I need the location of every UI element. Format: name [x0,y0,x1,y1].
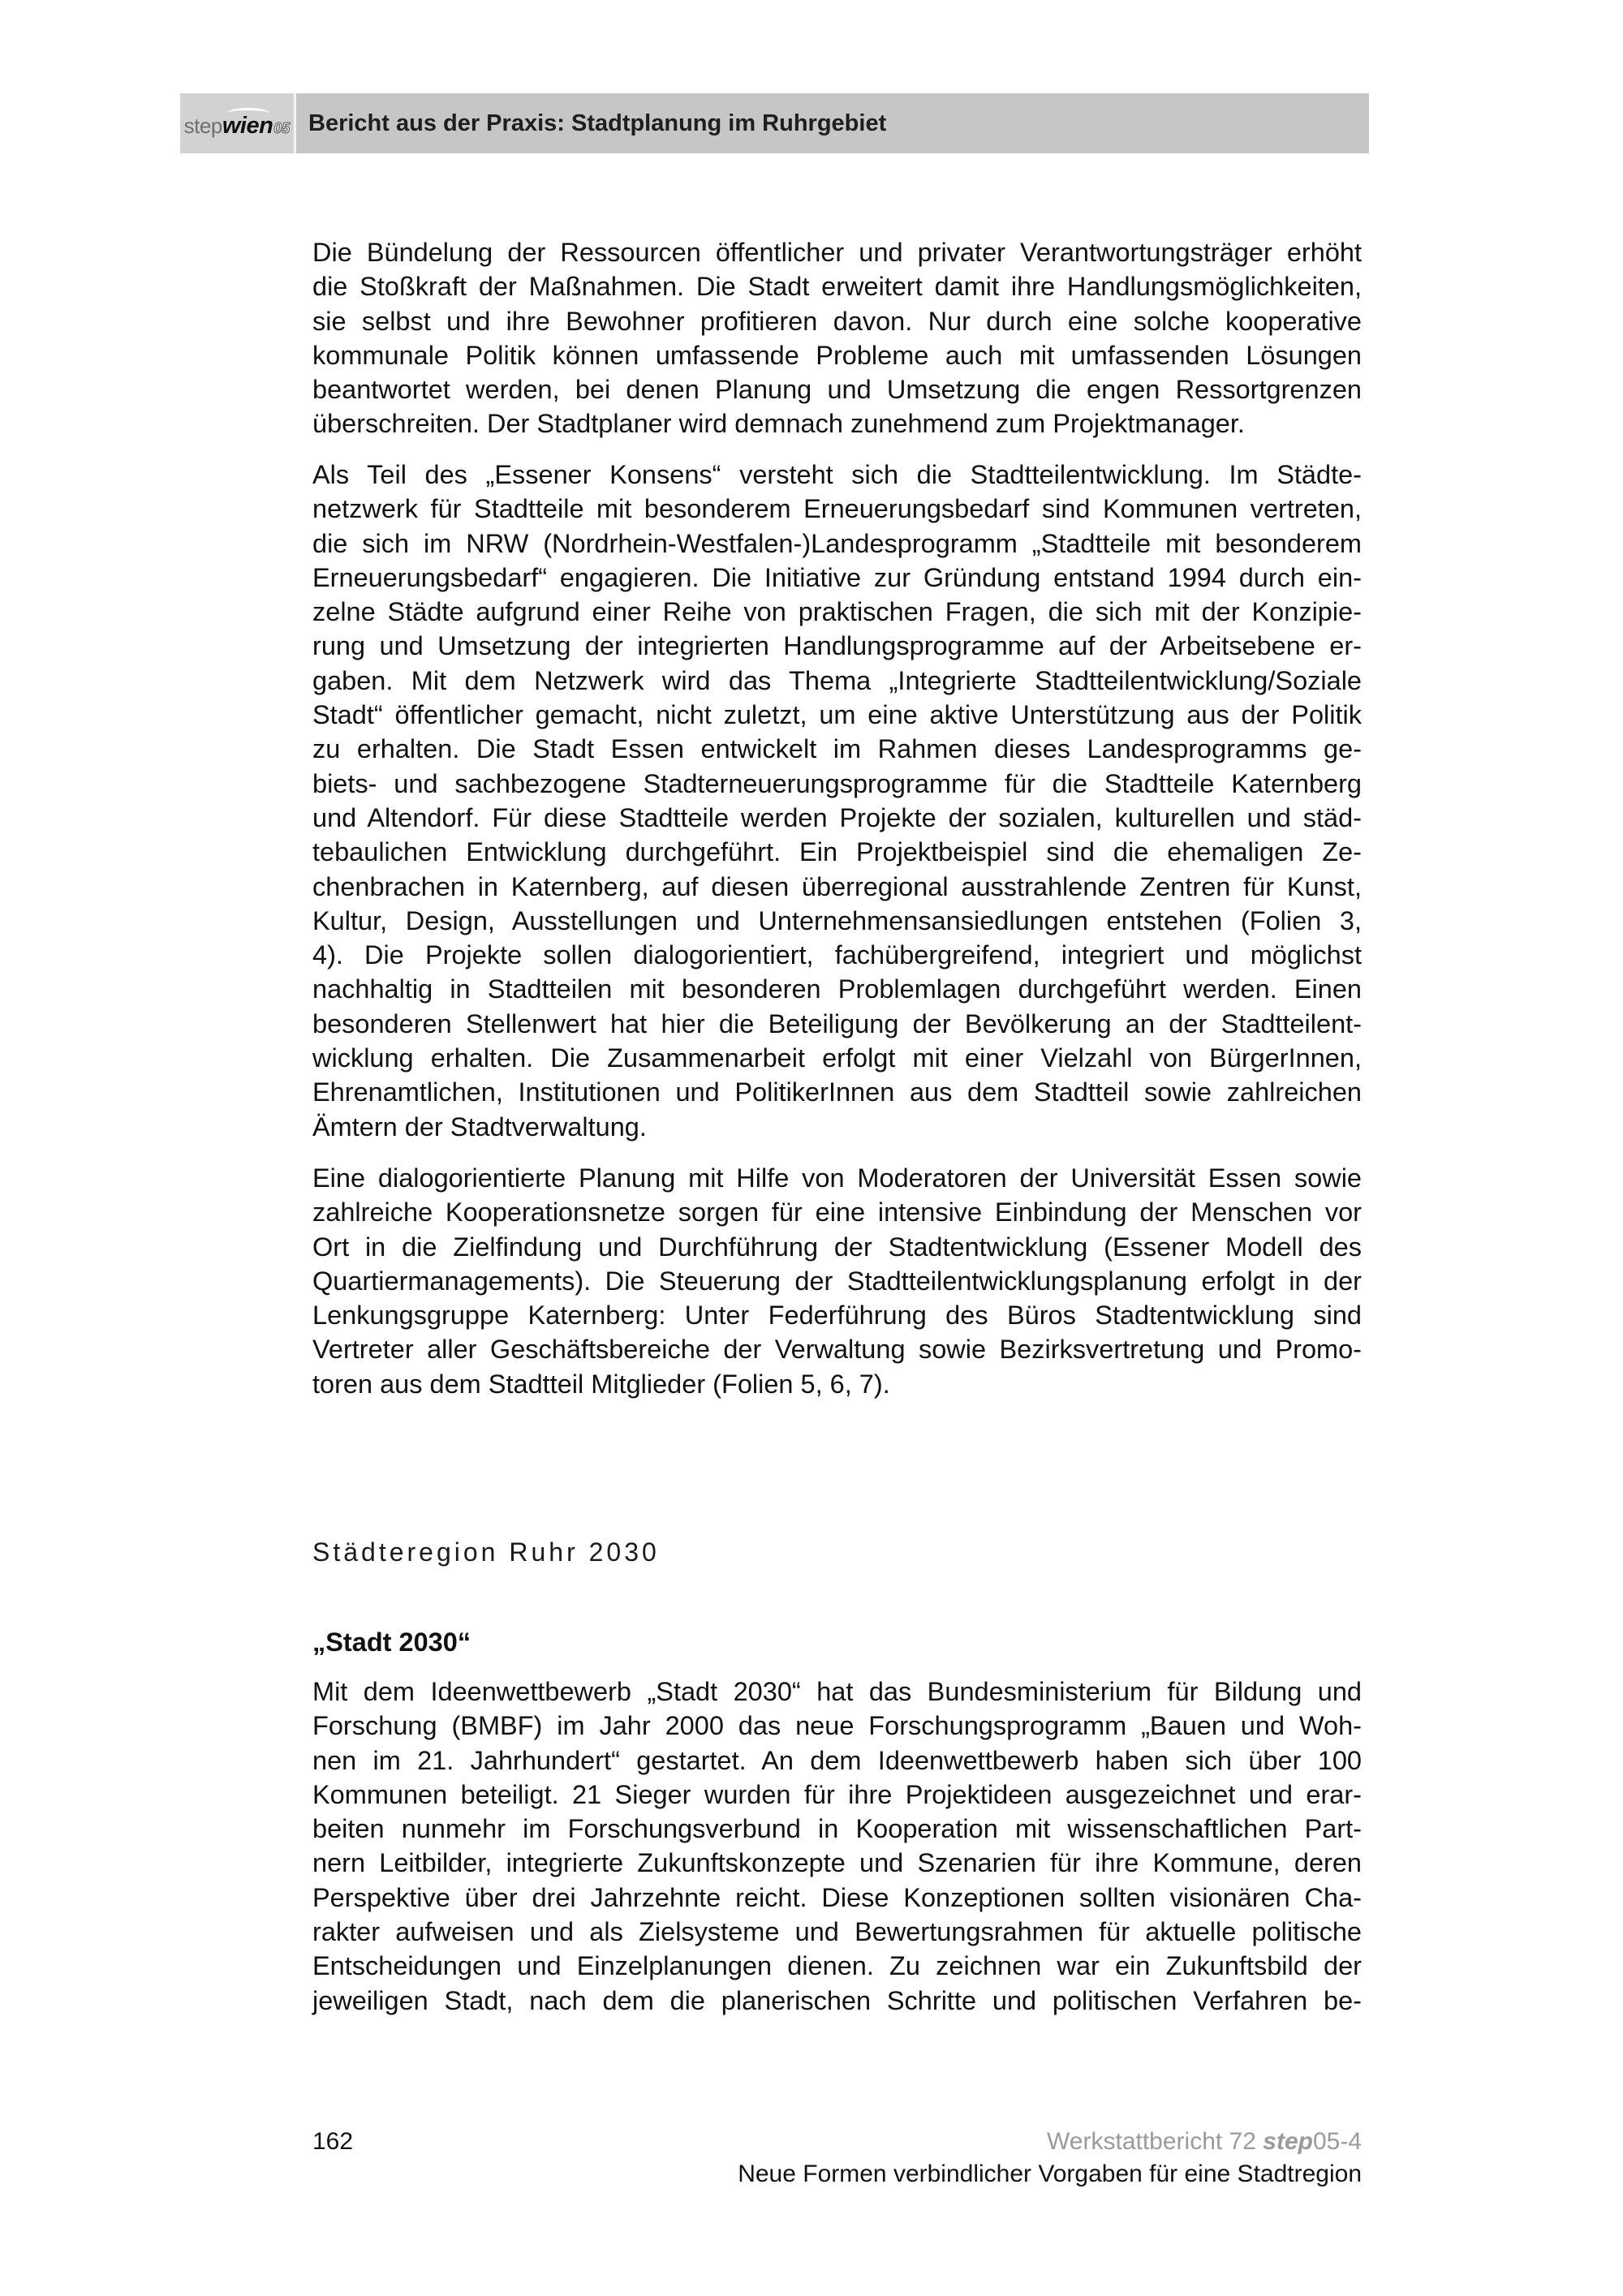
text-line: Ehrenamtlichen, Institutionen und PolitikerInnen aus dem Stadtteil sowie zahlreichen [312,1077,1362,1107]
text-line: gaben. Mit dem Netzwerk wird das Thema „Integrierte Stadtteilentwicklung/Soziale [312,665,1362,695]
text-line: Ämtern der Stadtverwaltung. [312,1111,647,1142]
text-line: nern Leitbilder, integrierte Zukunftskonzepte und Szenarien für ihre Kommune, deren [312,1848,1362,1878]
text-line: Quartiermanagements). Die Steuerung der Stadtteilentwicklungsplanung erfolgt in der [312,1266,1362,1296]
text-line: Als Teil des „Essener Konsens“ versteht sich die Stadtteilentwicklung. Im Städte- [312,460,1362,489]
text-line: sie selbst und ihre Bewohner profitieren davon. Nur durch eine solche kooperative [312,306,1362,336]
paragraph [312,1161,1362,1401]
text-line: Ort in die Zielfindung und Durchführung der Stadtentwicklung (Essener Modell des [312,1232,1362,1262]
text-line: Kultur, Design, Ausstellungen und Unternehmensansiedlungen entstehen (Folien 3, [312,905,1362,935]
text-line: nachhaltig in Stadtteilen mit besonderen Problemlagen durchgeführt werden. Einen [312,974,1362,1004]
text-line: tebaulichen Entwicklung durchgeführt. Ein Projektbeispiel sind die ehemaligen Ze- [312,837,1362,867]
footer-series-code: 05-4 [1312,2128,1362,2155]
text-line: Erneuerungsbedarf“ engagieren. Die Initiative zur Gründung entstand 1994 durch ein- [312,562,1362,592]
text-line: Forschung (BMBF) im Jahr 2000 das neue Forschungsprogramm „Bauen und Woh- [312,1711,1362,1741]
text-line: chenbrachen in Katernberg, auf diesen überregional ausstrahlende Zentren für Kunst, [312,871,1362,901]
text-line: zu erhalten. Die Stadt Essen entwickelt im Rahmen dieses Landesprogramms ge- [312,734,1362,764]
text-line: beiten nunmehr im Forschungsverbund in Kooperation mit wissenschaftlichen Part- [312,1814,1362,1844]
text-line: 4). Die Projekte sollen dialogorientiert, fachübergreifend, integriert und möglichst [312,940,1362,970]
text-line: toren aus dem Stadtteil Mitglieder (Folien 5, 6, 7). [312,1369,890,1399]
text-line: zelne Städte aufgrund einer Reihe von praktischen Fragen, die sich mit der Konzipie- [312,597,1362,627]
logo-wien-label: wien [222,113,273,139]
text-line: netzwerk für Stadtteile mit besonderem Erneuerungsbedarf sind Kommunen vertreten, [312,494,1362,524]
paragraph [312,235,1362,441]
page-number: 162 [312,2128,354,2155]
footer-subtitle: Neue Formen verbindlicher Vorgaben für eine Stadtregion [738,2161,1362,2187]
text-line: die sich im NRW (Nordrhein-Westfalen-)Landesprogramm „Stadtteile mit besonderem [312,528,1362,558]
footer-series-line [312,2126,1362,2158]
text-line: nen im 21. Jahrhundert“ gestartet. An dem Ideenwettbewerb haben sich über 100 [312,1745,1362,1775]
paragraph [312,458,1362,1144]
text-line: besonderen Stellenwert hat hier die Beteiligung der Bevölkerung an der Stadtteilent- [312,1008,1362,1038]
section-heading: Städteregion Ruhr 2030 [312,1537,660,1567]
paragraph [312,1675,1362,2018]
sub-heading: „Stadt 2030“ [312,1627,471,1657]
text-line: Lenkungsgruppe Katernberg: Unter Federführung des Büros Stadtentwicklung sind [312,1301,1362,1331]
logo-year-text: 05 [273,120,291,136]
text-line: Eine dialogorientierte Planung mit Hilfe von Moderatoren der Universität Essen sowie [312,1163,1362,1193]
text-line: Mit dem Ideenwettbewerb „Stadt 2030“ hat das Bundesministerium für Bildung und [312,1677,1362,1706]
logo-step-text: step [183,114,222,138]
text-line: und Altendorf. Für diese Stadtteile werden Projekte der sozialen, kulturellen und städ- [312,802,1362,832]
text-line: Perspektive über drei Jahrzehnte reicht. Diese Konzeptionen sollten visionären Cha- [312,1882,1362,1912]
step-wien-logo [180,93,296,153]
text-line: Stadt“ öffentlicher gemacht, nicht zuletzt, um eine aktive Unterstützung aus der Politik [312,700,1362,730]
text-line: Vertreter aller Geschäftsbereiche der Verwaltung sowie Bezirksvertretung und Promo- [312,1335,1362,1365]
text-line: zahlreiche Kooperationsnetze sorgen für eine intensive Einbindung der Menschen vor [312,1197,1362,1228]
text-line: jeweiligen Stadt, nach dem die planerischen Schritte und politischen Verfahren be- [312,1985,1362,2015]
text-line: wicklung erhalten. Die Zusammenarbeit erfolgt mit einer Vielzahl von BürgerInnen, [312,1043,1362,1073]
text-line: Die Bündelung der Ressourcen öffentlicher und privater Verantwortungsträger erhöht [312,238,1362,267]
logo-swoosh-icon [227,108,269,118]
text-line: rakter aufweisen und als Zielsysteme und Bewertungsrahmen für aktuelle politische [312,1917,1362,1947]
text-line: die Stoßkraft der Maßnahmen. Die Stadt erweitert damit ihre Handlungsmöglichkeiten, [312,272,1362,302]
text-line: beantwortet werden, bei denen Planung und Umsetzung die engen Ressortgrenzen [312,375,1362,405]
text-line: überschreiten. Der Stadtplaner wird demnach zunehmend zum Projektmanager. [312,409,1245,439]
text-line: Entscheidungen und Einzelplanungen dienen. Zu zeichnen war ein Zukunftsbild der [312,1951,1362,1981]
header-title: Bericht aus der Praxis: Stadtplanung im Ruhrgebiet [308,110,887,136]
footer-series: Werkstattbericht 72 [1047,2128,1256,2155]
text-line: kommunale Politik können umfassende Probleme auch mit umfassenden Lösungen [312,340,1362,370]
page-header [180,93,1369,153]
logo-wien-text [222,113,273,140]
text-line: biets- und sachbezogene Stadterneuerungsprogramme für die Stadtteile Katernberg [312,768,1362,798]
page-footer [312,2126,1362,2191]
footer-brand: step [1263,2128,1313,2155]
text-line: rung und Umsetzung der integrierten Handlungsprogramme auf der Arbeitsebene er- [312,631,1362,661]
text-line: Kommunen beteiligt. 21 Sieger wurden für ihre Projektideen ausgezeichnet und erar- [312,1779,1362,1809]
